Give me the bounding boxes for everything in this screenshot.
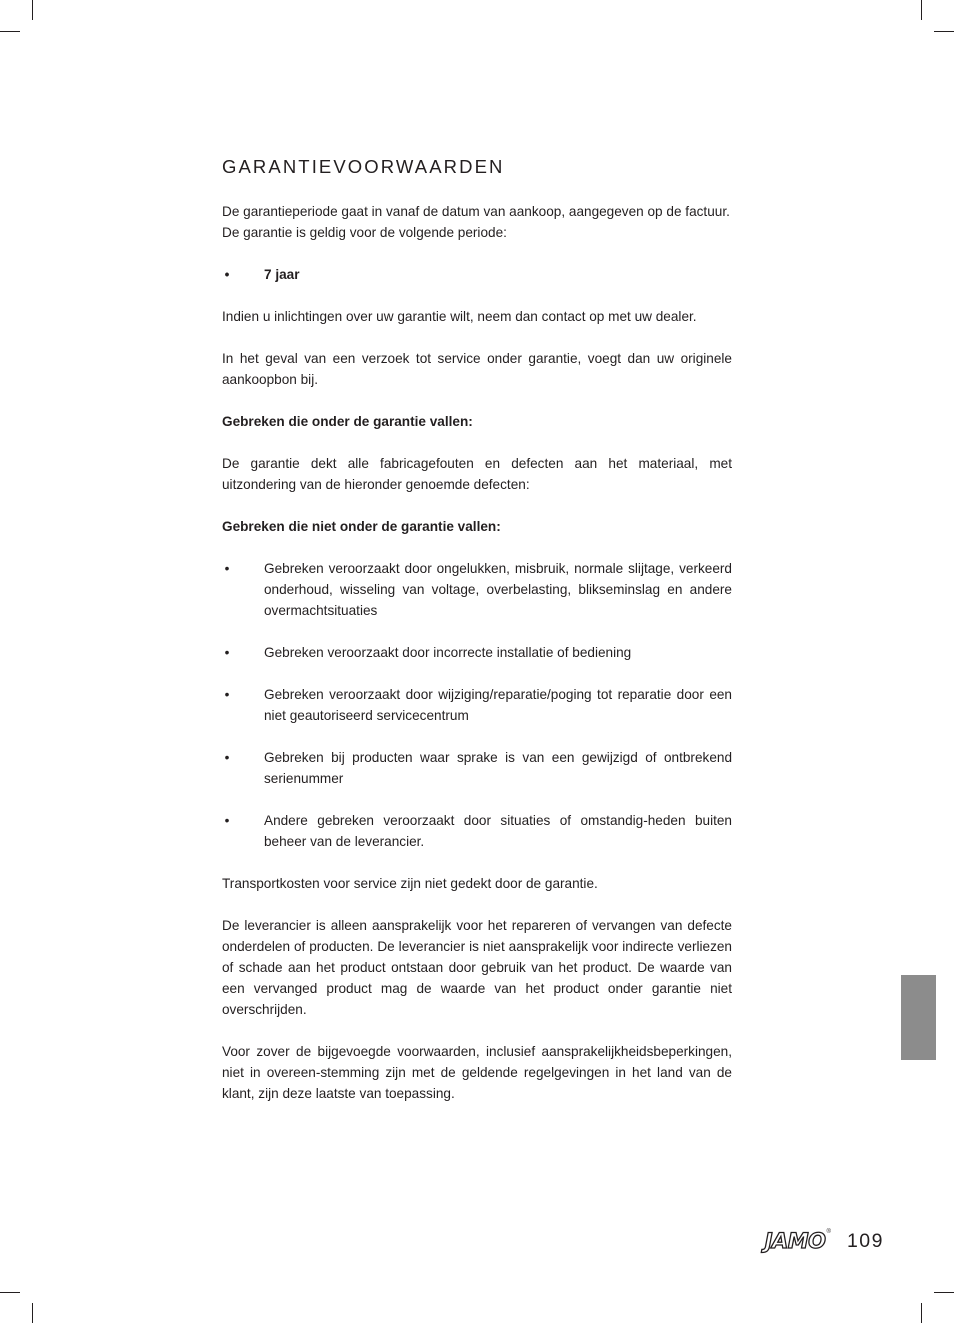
- list-item-text: Gebreken bij producten waar sprake is van een gewijzigd of ontbrekend serienummer: [264, 750, 732, 786]
- contact-paragraph: Indien u inlichtingen over uw garantie wilt, neem dan contact op met uw dealer.: [222, 309, 697, 324]
- crop-mark-top-right-h: [934, 31, 954, 32]
- intro-period-line: De garantie is geldig voor de volgende periode:: [222, 225, 507, 240]
- crop-mark-bottom-left-v: [32, 1303, 33, 1323]
- list-item: [222, 810, 732, 852]
- bullet-icon: •: [224, 687, 230, 702]
- period-item: [222, 264, 732, 285]
- list-item: [222, 684, 732, 726]
- jamo-logo: [765, 1228, 831, 1254]
- registered-mark: ®: [826, 1229, 831, 1235]
- list-item: [222, 642, 732, 663]
- list-item-text: Andere gebreken veroorzaakt door situaties of omstandig-heden buiten beheer van de leverancier.: [264, 813, 732, 849]
- crop-mark-top-left-v: [32, 0, 33, 20]
- liability-paragraph: De leverancier is alleen aansprakelijk voor het repareren of vervangen van defecte onderdelen of producten. De leverancier is niet aansprakelijk voor indirecte verliezen of schade aan het product ontstaan door gebruik van het product. De waarde van een vervanged product mag de waarde van het product onder garantie niet overschrijden.: [222, 918, 732, 1017]
- crop-mark-bottom-left-h: [0, 1292, 20, 1293]
- covered-paragraph: De garantie dekt alle fabricagefouten en defecten aan het materiaal, met uitzondering van de hieronder genoemde defecten:: [222, 456, 732, 492]
- bullet-icon: •: [224, 813, 230, 828]
- warranty-content: [222, 155, 732, 1104]
- local-law-paragraph: Voor zover de bijgevoegde voorwaarden, inclusief aansprakelijkheidsbeperkingen, niet in overeen-stemming zijn met de geldende regelgevingen in het land van de klant, zijn deze laatste van toepassing.: [222, 1044, 732, 1101]
- not-covered-heading: Gebreken die niet onder de garantie vallen:: [222, 519, 501, 534]
- intro-paragraph: De garantieperiode gaat in vanaf de datum van aankoop, aangegeven op de factuur.: [222, 204, 730, 219]
- period-text: 7 jaar: [264, 267, 300, 282]
- page-title: GARANTIEVOORWAARDEN: [222, 156, 505, 177]
- covered-heading: Gebreken die onder de garantie vallen:: [222, 414, 473, 429]
- page-footer: [765, 1228, 884, 1254]
- bullet-icon: •: [224, 750, 230, 765]
- list-item: [222, 558, 732, 621]
- crop-mark-bottom-right-v: [921, 1303, 922, 1323]
- bullet-icon: •: [224, 645, 230, 660]
- crop-mark-bottom-right-h: [934, 1292, 954, 1293]
- bullet-icon: •: [224, 267, 230, 282]
- list-item-text: Gebreken veroorzaakt door wijziging/reparatie/poging tot reparatie door een niet geautoriseerd servicecentrum: [264, 687, 732, 723]
- crop-mark-top-right-v: [921, 0, 922, 20]
- list-item-text: Gebreken veroorzaakt door ongelukken, misbruik, normale slijtage, verkeerd onderhoud, wisseling van voltage, overbelasting, blikseminslag en andere overmachtsituaties: [264, 561, 732, 618]
- transport-paragraph: Transportkosten voor service zijn niet gedekt door de garantie.: [222, 876, 598, 891]
- section-tab-marker: [901, 975, 936, 1060]
- list-item: [222, 747, 732, 789]
- logo-wordmark: JAMO: [764, 1229, 826, 1253]
- list-item-text: Gebreken veroorzaakt door incorrecte installatie of bediening: [264, 645, 632, 660]
- crop-mark-top-left-h: [0, 31, 20, 32]
- receipt-paragraph: In het geval van een verzoek tot service onder garantie, voegt dan uw originele aankoopbon bij.: [222, 351, 732, 387]
- page-number: 109: [846, 1230, 884, 1252]
- bullet-icon: •: [224, 561, 230, 576]
